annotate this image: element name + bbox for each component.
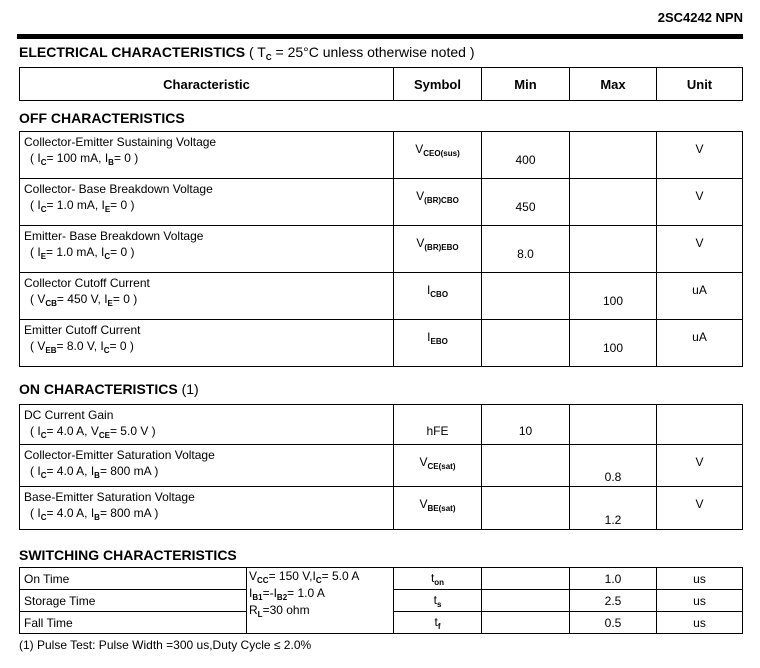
switching-conditions (247, 568, 394, 634)
max-cell: 100 (570, 273, 657, 320)
sw-max: 0.5 (570, 612, 657, 634)
min-cell: 450 (482, 179, 570, 226)
characteristic-name: Collector-Emitter Saturation Voltage (24, 448, 215, 462)
test-condition: ( $I_C= 100$ mA, $I_B= 0$ ) (30, 151, 139, 167)
characteristic-name: Base-Emitter Saturation Voltage (24, 490, 195, 504)
symbol-cell: $V_{(BR)CBO}$ (394, 179, 482, 226)
characteristic-name: DC Current Gain (24, 408, 114, 422)
characteristic-name: Collector- Base Breakdown Voltage (24, 182, 213, 196)
table-row (20, 132, 743, 179)
sw-min (482, 590, 570, 612)
min-cell (482, 487, 570, 530)
symbol-cell: $V_{(BR)EBO}$ (394, 226, 482, 273)
table-row (20, 226, 743, 273)
symbol-cell: $V_{CEO(sus)}$ (394, 132, 482, 179)
unit-cell: uA (657, 273, 743, 320)
unit-cell: V (657, 179, 743, 226)
min-cell (482, 320, 570, 367)
characteristic-name: Collector-Emitter Sustaining Voltage (24, 135, 217, 149)
sw-unit: us (657, 568, 743, 590)
unit-cell: V (657, 445, 743, 487)
test-condition: ( $I_C= 1.0$ mA, $I_E= 0$ ) (30, 198, 135, 214)
header-table (19, 67, 743, 101)
col-max: Max (570, 68, 657, 101)
header-rule (17, 34, 743, 39)
col-unit: Unit (657, 68, 743, 101)
test-condition: ( $I_C= 4.0$ A, $I_B= 800$ mA ) (30, 506, 159, 522)
off-section-title: OFF CHARACTERISTICS (19, 110, 185, 126)
characteristic-cell (20, 320, 394, 367)
table-row (20, 179, 743, 226)
symbol-cell: hFE (394, 405, 482, 445)
off-table (19, 131, 743, 367)
sw-name: On Time (20, 568, 247, 590)
min-cell: 400 (482, 132, 570, 179)
table-row (20, 568, 743, 590)
title-condition: ( $T_C = 25^\circ C$ unless otherwise noted ) (248, 44, 475, 62)
test-condition: ( $V_{EB}= 8.0$ V, $I_C= 0$ ) (30, 339, 134, 355)
table-row (20, 273, 743, 320)
characteristic-name: Collector Cutoff Current (24, 276, 150, 290)
sw-min (482, 568, 570, 590)
sw-min (482, 612, 570, 634)
title-main: ELECTRICAL CHARACTERISTICS (19, 44, 246, 60)
min-cell (482, 273, 570, 320)
symbol-cell: $V_{BE(sat)}$ (394, 487, 482, 530)
sw-symbol: $t_f$ (394, 612, 482, 634)
part-number: 2SC4242 NPN (657, 10, 743, 25)
max-cell (570, 405, 657, 445)
max-cell: 1.2 (570, 487, 657, 530)
on-title-note: (1) (181, 381, 199, 397)
table-row (20, 320, 743, 367)
col-characteristic: Characteristic (20, 68, 394, 101)
symbol-cell: $I_{CBO}$ (394, 273, 482, 320)
characteristic-name: Emitter Cutoff Current (24, 323, 141, 337)
switching-section-title: SWITCHING CHARACTERISTICS (19, 547, 237, 563)
min-cell (482, 445, 570, 487)
table-row (20, 445, 743, 487)
col-symbol: Symbol (394, 68, 482, 101)
max-cell (570, 179, 657, 226)
sw-cond-line-2: $I_{B1}=-I_{B2}= 1.0$ A (249, 586, 325, 602)
max-cell: 0.8 (570, 445, 657, 487)
characteristic-name: Emitter- Base Breakdown Voltage (24, 229, 204, 243)
unit-cell: uA (657, 320, 743, 367)
characteristic-cell (20, 273, 394, 320)
col-min: Min (482, 68, 570, 101)
characteristic-cell (20, 487, 394, 530)
min-cell: 10 (482, 405, 570, 445)
sw-symbol: $t_{on}$ (394, 568, 482, 590)
test-condition: ( $I_C= 4.0$ A, $I_B= 800$ mA ) (30, 464, 159, 480)
max-cell (570, 132, 657, 179)
page-title (19, 44, 475, 62)
max-cell: 100 (570, 320, 657, 367)
on-title-text: ON CHARACTERISTICS (19, 381, 178, 397)
table-row (20, 405, 743, 445)
sw-symbol: $t_s$ (394, 590, 482, 612)
unit-cell (657, 405, 743, 445)
test-condition: ( $I_E= 1.0$ mA, $I_C= 0$ ) (30, 245, 135, 261)
sw-max: 2.5 (570, 590, 657, 612)
sw-name: Fall Time (20, 612, 247, 634)
sw-unit: us (657, 612, 743, 634)
characteristic-cell (20, 405, 394, 445)
min-cell: 8.0 (482, 226, 570, 273)
unit-cell: V (657, 226, 743, 273)
characteristic-cell (20, 226, 394, 273)
characteristic-cell (20, 132, 394, 179)
unit-cell: V (657, 487, 743, 530)
on-table (19, 404, 743, 530)
symbol-cell: $V_{CE(sat)}$ (394, 445, 482, 487)
sw-unit: us (657, 590, 743, 612)
test-condition: ( $V_{CB}= 450$ V, $I_E= 0$ ) (30, 292, 138, 308)
footnote: (1) Pulse Test: Pulse Width =300 us,Duty Cycle ≤ 2.0% (19, 638, 312, 652)
on-section-title (19, 381, 199, 397)
characteristic-cell (20, 445, 394, 487)
sw-cond-line-3: $R_L=30$ ohm (249, 603, 310, 619)
sw-max: 1.0 (570, 568, 657, 590)
table-row (20, 487, 743, 530)
sw-name: Storage Time (20, 590, 247, 612)
test-condition: ( $I_C= 4.0$ A, $V_{CE}= 5.0$ V ) (30, 424, 156, 440)
symbol-cell: $I_{EBO}$ (394, 320, 482, 367)
max-cell (570, 226, 657, 273)
unit-cell: V (657, 132, 743, 179)
switching-table (19, 567, 743, 634)
sw-cond-line-1: $V_{CC}= 150$ $V,I_C= 5.0$ A (249, 569, 360, 585)
characteristic-cell (20, 179, 394, 226)
